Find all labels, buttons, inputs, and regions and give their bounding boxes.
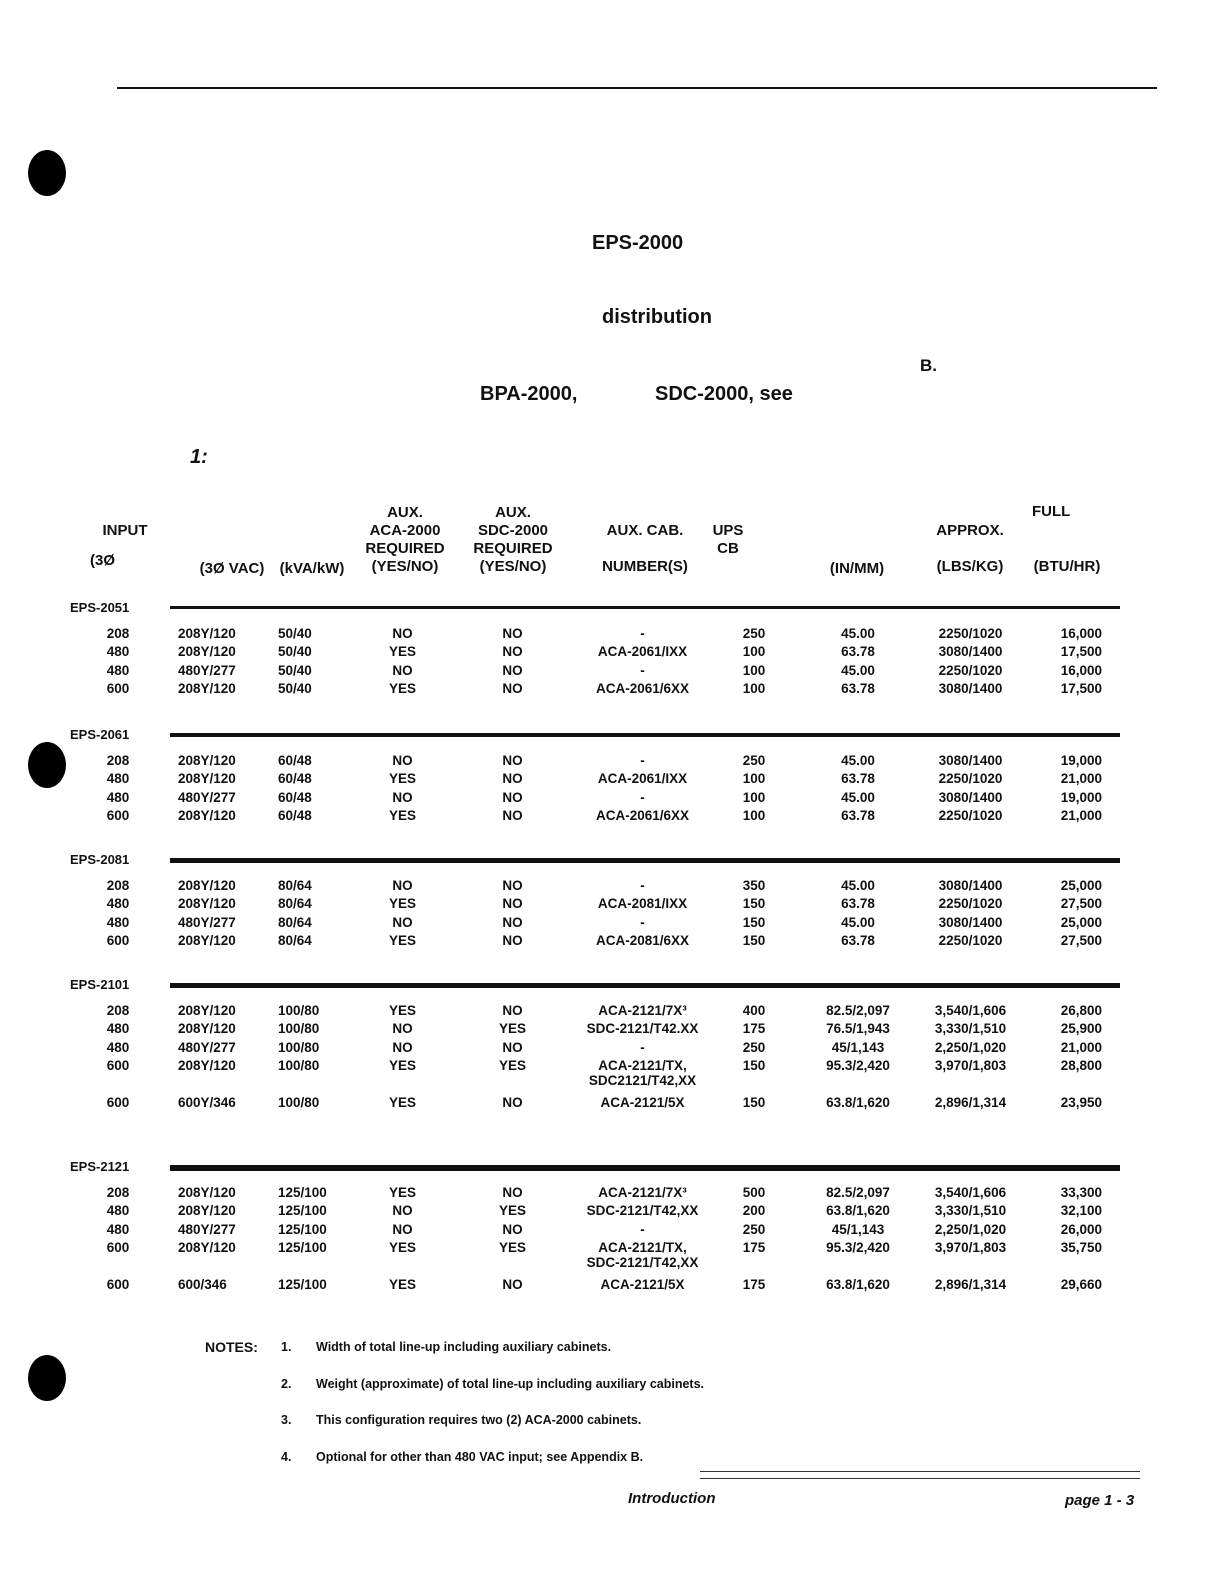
cell-heat-load: 17,500 [1060, 644, 1102, 660]
note-text: Width of total line-up including auxiliary cabinets. [316, 1340, 612, 1354]
cell-rating: 100/80 [278, 1003, 320, 1018]
cell-weight: 3080/1400 [938, 914, 1003, 930]
cell-aux-sdc: NO [502, 1276, 523, 1292]
cell-output-voltage: 208Y/120 [178, 1057, 236, 1073]
cell-aux-cab: ACA-2121/5X [600, 1276, 685, 1292]
cell-output-voltage: 208Y/120 [178, 1239, 236, 1255]
cell-ups-cb: 250 [742, 1221, 766, 1237]
cell-output-voltage: 208Y/120 [178, 680, 236, 696]
cell-output-voltage: 600Y/346 [178, 1094, 236, 1110]
cell-aux-aca: YES [388, 932, 416, 948]
cell-aux-aca: NO [392, 1021, 413, 1037]
cell-heat-load: 28,800 [1060, 1057, 1102, 1073]
header-input: INPUT (3Ø [90, 522, 148, 569]
cell-width: 63.78 [841, 896, 875, 912]
footer-page-number: page 1 - 3 [1065, 1492, 1135, 1509]
cell-aux-cab: - [640, 1221, 645, 1237]
cell-width: 63.78 [841, 680, 875, 696]
cell-weight: 3080/1400 [938, 644, 1003, 660]
cell-aux-aca: YES [388, 1185, 416, 1200]
cell-width: 45.00 [841, 626, 875, 641]
cell-aux-sdc: YES [498, 1057, 526, 1073]
cell-ups-cb: 250 [742, 1039, 766, 1055]
cell-rating: 80/64 [278, 932, 312, 948]
cell-heat-load: 19,000 [1060, 789, 1102, 805]
note-text: Optional for other than 480 VAC input; see Appendix B. [316, 1450, 644, 1464]
cell-aux-aca: YES [388, 680, 416, 696]
cell-heat-load: 23,950 [1060, 1094, 1102, 1110]
cell-width: 63.78 [841, 771, 875, 787]
cell-weight: 3080/1400 [938, 789, 1003, 805]
cell-output-voltage: 208Y/120 [178, 1185, 236, 1200]
cell-aux-sdc: NO [502, 789, 523, 805]
cell-output-voltage: 480Y/277 [178, 914, 236, 930]
cell-aux-cab: SDC-2121/T42.XX [586, 1021, 699, 1037]
notes-label: NOTES: [205, 1339, 258, 1355]
group-model: EPS-2081 [70, 852, 130, 867]
cell-width: 82.5/2,097 [826, 1185, 890, 1200]
header-weight: APPROX. (LBS/KG) [936, 522, 1004, 575]
cell-aux-cab: - [640, 753, 645, 768]
cell-width: 45.00 [841, 789, 875, 805]
cell-heat-load: 33,300 [1060, 1185, 1102, 1200]
cell-aux-cab: ACA-2061/IXX [597, 771, 688, 787]
cell-aux-sdc: NO [502, 807, 523, 823]
cell-aux-aca: NO [392, 753, 413, 768]
cell-width: 95.3/2,420 [826, 1057, 890, 1073]
cell-width: 95.3/2,420 [826, 1239, 890, 1255]
cell-weight: 2250/1020 [938, 626, 1003, 641]
cell-input-voltage: 600 [106, 932, 130, 948]
cell-ups-cb: 150 [742, 1057, 766, 1073]
cell-rating: 125/100 [278, 1203, 327, 1219]
cell-aux-sdc: NO [502, 771, 523, 787]
cell-width: 45.00 [841, 753, 875, 768]
cell-weight: 3,330/1,510 [934, 1203, 1007, 1219]
cell-aux-aca: YES [388, 1003, 416, 1018]
note-number: 2. [281, 1377, 292, 1391]
cell-rating: 125/100 [278, 1239, 327, 1255]
cell-input-voltage: 600 [106, 680, 130, 696]
group-model: EPS-2051 [70, 600, 130, 615]
cell-aux-sdc: NO [502, 878, 523, 893]
cell-width: 45.00 [841, 662, 875, 678]
cell-aux-sdc: NO [502, 626, 523, 641]
cell-ups-cb: 100 [742, 807, 766, 823]
cell-weight: 3080/1400 [938, 753, 1003, 768]
top-rule [117, 87, 1157, 89]
cell-input-voltage: 480 [106, 914, 130, 930]
cell-ups-cb: 175 [742, 1021, 766, 1037]
cell-input-voltage: 480 [106, 644, 130, 660]
cell-weight: 2,250/1,020 [934, 1221, 1007, 1237]
cell-aux-aca: NO [392, 789, 413, 805]
cell-width: 63.8/1,620 [826, 1203, 890, 1219]
cell-rating: 80/64 [278, 914, 312, 930]
cell-aux-aca: NO [392, 878, 413, 893]
cell-ups-cb: 250 [742, 626, 766, 641]
cell-aux-sdc: NO [502, 662, 523, 678]
cell-aux-cab: - [640, 626, 645, 641]
cell-input-voltage: 208 [106, 1185, 130, 1200]
cell-aux-sdc: NO [502, 1003, 523, 1018]
cell-heat-load: 35,750 [1060, 1239, 1102, 1255]
cell-weight: 3080/1400 [938, 680, 1003, 696]
sdc-ref: SDC-2000, see [655, 383, 793, 405]
cell-aux-cab: ACA-2081/6XX [595, 932, 690, 948]
note-number: 4. [281, 1450, 292, 1464]
cell-aux-cab: ACA-2121/7X³ [598, 1003, 687, 1018]
cell-width: 45/1,143 [831, 1221, 885, 1237]
cell-output-voltage: 208Y/120 [178, 1203, 236, 1219]
cell-heat-load: 16,000 [1060, 626, 1102, 641]
cell-rating: 50/40 [278, 662, 312, 678]
cell-aux-sdc: NO [502, 914, 523, 930]
cell-weight: 2,896/1,314 [934, 1276, 1007, 1292]
cell-output-voltage: 600/346 [178, 1276, 227, 1292]
cell-rating: 60/48 [278, 789, 312, 805]
cell-heat-load: 25,000 [1060, 914, 1102, 930]
cell-output-voltage: 208Y/120 [178, 896, 236, 912]
cell-rating: 60/48 [278, 807, 312, 823]
footer-rule-1 [700, 1471, 1140, 1472]
cell-aux-sdc: NO [502, 1185, 523, 1200]
cell-input-voltage: 480 [106, 1021, 130, 1037]
cell-ups-cb: 150 [742, 1094, 766, 1110]
group-rule [170, 858, 1120, 863]
cell-rating: 100/80 [278, 1039, 320, 1055]
cell-output-voltage: 208Y/120 [178, 1003, 236, 1018]
cell-width: 63.78 [841, 644, 875, 660]
note-text: This configuration requires two (2) ACA-2000 cabinets. [316, 1413, 642, 1427]
cell-rating: 100/80 [278, 1094, 320, 1110]
cell-weight: 3,540/1,606 [934, 1185, 1007, 1200]
cell-width: 63.78 [841, 932, 875, 948]
cell-rating: 80/64 [278, 896, 312, 912]
cell-output-voltage: 480Y/277 [178, 1221, 236, 1237]
cell-rating: 60/48 [278, 771, 312, 787]
cell-ups-cb: 100 [742, 662, 766, 678]
punch-hole-bottom [28, 1355, 66, 1401]
cell-ups-cb: 100 [742, 680, 766, 696]
cell-heat-load: 19,000 [1060, 753, 1102, 768]
cell-weight: 3,330/1,510 [934, 1021, 1007, 1037]
cell-input-voltage: 600 [106, 1276, 130, 1292]
cell-aux-aca: YES [388, 1094, 416, 1110]
cell-input-voltage: 600 [106, 1057, 130, 1073]
cell-heat-load: 25,900 [1060, 1021, 1102, 1037]
header-ups-cb: UPS CB [712, 522, 744, 557]
cell-aux-sdc: NO [502, 932, 523, 948]
cell-ups-cb: 100 [742, 644, 766, 660]
cell-output-voltage: 208Y/120 [178, 932, 236, 948]
cell-output-voltage: 480Y/277 [178, 789, 236, 805]
cell-ups-cb: 250 [742, 753, 766, 768]
group-model: EPS-2121 [70, 1159, 130, 1174]
cell-aux-sdc: YES [498, 1021, 526, 1037]
cell-heat-load: 17,500 [1060, 680, 1102, 696]
cell-heat-load: 26,800 [1060, 1003, 1102, 1018]
cell-aux-aca: YES [388, 1057, 416, 1073]
cell-aux-aca: YES [388, 644, 416, 660]
punch-hole-middle [28, 742, 66, 788]
cell-aux-cab: - [640, 914, 645, 930]
cell-output-voltage: 208Y/120 [178, 626, 236, 641]
footer-section: Introduction [628, 1490, 716, 1507]
cell-input-voltage: 480 [106, 789, 130, 805]
cell-aux-cab: ACA-2121/5X [600, 1094, 685, 1110]
note-number: 3. [281, 1413, 292, 1427]
header-aux-cab: AUX. CAB. NUMBER(S) [602, 522, 688, 575]
cell-output-voltage: 208Y/120 [178, 1021, 236, 1037]
table-number: 1: [190, 446, 208, 468]
cell-heat-load: 21,000 [1060, 771, 1102, 787]
cell-width: 63.8/1,620 [826, 1276, 890, 1292]
cell-aux-aca: NO [392, 914, 413, 930]
cell-ups-cb: 350 [742, 878, 766, 893]
cell-heat-load: 27,500 [1060, 896, 1102, 912]
cell-aux-cab: ACA-2121/TX, SDC2121/T42,XX [588, 1057, 697, 1088]
cell-heat-load: 32,100 [1060, 1203, 1102, 1219]
cell-aux-sdc: YES [498, 1239, 526, 1255]
cell-weight: 2250/1020 [938, 932, 1003, 948]
cell-input-voltage: 208 [106, 626, 130, 641]
cell-aux-aca: NO [392, 662, 413, 678]
cell-weight: 2250/1020 [938, 662, 1003, 678]
cell-weight: 2250/1020 [938, 896, 1003, 912]
group-model: EPS-2061 [70, 727, 130, 742]
cell-weight: 3,970/1,803 [934, 1057, 1007, 1073]
cell-weight: 2,250/1,020 [934, 1039, 1007, 1055]
cell-aux-aca: NO [392, 1039, 413, 1055]
cell-aux-cab: ACA-2121/TX, SDC-2121/T42,XX [586, 1239, 699, 1270]
cell-output-voltage: 208Y/120 [178, 644, 236, 660]
cell-heat-load: 27,500 [1060, 932, 1102, 948]
cell-aux-aca: YES [388, 1239, 416, 1255]
cell-width: 63.8/1,620 [826, 1094, 890, 1110]
header-rating: (kVA/kW) [279, 560, 345, 577]
cell-aux-cab: - [640, 1039, 645, 1055]
cell-input-voltage: 480 [106, 1203, 130, 1219]
cell-aux-cab: - [640, 878, 645, 893]
cell-aux-aca: NO [392, 626, 413, 641]
cell-aux-aca: YES [388, 896, 416, 912]
cell-input-voltage: 480 [106, 1221, 130, 1237]
cell-input-voltage: 208 [106, 753, 130, 768]
cell-heat-load: 29,660 [1060, 1276, 1102, 1292]
cell-aux-aca: YES [388, 1276, 416, 1292]
cell-aux-aca: YES [388, 807, 416, 823]
cell-aux-cab: ACA-2121/7X³ [598, 1185, 687, 1200]
header-aux-sdc: AUX. SDC-2000 REQUIRED (YES/NO) [473, 504, 553, 575]
distribution-text: distribution [602, 306, 712, 328]
cell-weight: 3,540/1,606 [934, 1003, 1007, 1018]
cell-weight: 2250/1020 [938, 807, 1003, 823]
cell-aux-sdc: NO [502, 1221, 523, 1237]
cell-input-voltage: 480 [106, 1039, 130, 1055]
cell-heat-load: 21,000 [1060, 1039, 1102, 1055]
cell-rating: 80/64 [278, 878, 312, 893]
cell-aux-sdc: NO [502, 753, 523, 768]
cell-aux-cab: - [640, 662, 645, 678]
cell-output-voltage: 208Y/120 [178, 753, 236, 768]
cell-aux-cab: ACA-2081/IXX [597, 896, 688, 912]
cell-heat-load: 21,000 [1060, 807, 1102, 823]
cell-input-voltage: 480 [106, 662, 130, 678]
cell-aux-cab: ACA-2061/6XX [595, 807, 690, 823]
cell-rating: 125/100 [278, 1221, 327, 1237]
cell-width: 82.5/2,097 [826, 1003, 890, 1018]
cell-width: 45/1,143 [831, 1039, 885, 1055]
cell-rating: 125/100 [278, 1276, 327, 1292]
cell-weight: 3080/1400 [938, 878, 1003, 893]
header-heat: FULL (BTU/HR) [1032, 503, 1101, 575]
cell-aux-sdc: NO [502, 896, 523, 912]
cell-rating: 50/40 [278, 644, 312, 660]
cell-weight: 2250/1020 [938, 771, 1003, 787]
group-rule [170, 606, 1120, 609]
header-width: (IN/MM) [829, 560, 885, 577]
cell-width: 45.00 [841, 878, 875, 893]
cell-heat-load: 26,000 [1060, 1221, 1102, 1237]
cell-output-voltage: 480Y/277 [178, 1039, 236, 1055]
cell-ups-cb: 400 [742, 1003, 766, 1018]
cell-ups-cb: 100 [742, 789, 766, 805]
cell-weight: 3,970/1,803 [934, 1239, 1007, 1255]
cell-ups-cb: 150 [742, 932, 766, 948]
cell-heat-load: 16,000 [1060, 662, 1102, 678]
header-output: (3Ø VAC) [199, 560, 265, 577]
cell-input-voltage: 600 [106, 1239, 130, 1255]
cell-aux-aca: NO [392, 1221, 413, 1237]
header-aux-aca: AUX. ACA-2000 REQUIRED (YES/NO) [365, 504, 445, 575]
cell-rating: 50/40 [278, 626, 312, 641]
cell-ups-cb: 175 [742, 1239, 766, 1255]
cell-aux-aca: YES [388, 771, 416, 787]
cell-aux-cab: ACA-2061/IXX [597, 644, 688, 660]
cell-aux-cab: SDC-2121/T42,XX [586, 1203, 699, 1219]
cell-weight: 2,896/1,314 [934, 1094, 1007, 1110]
cell-aux-aca: NO [392, 1203, 413, 1219]
cell-aux-cab: - [640, 789, 645, 805]
bpa-ref: BPA-2000, [480, 383, 578, 405]
cell-width: 45.00 [841, 914, 875, 930]
appendix-ref: B. [920, 356, 937, 375]
cell-ups-cb: 500 [742, 1185, 766, 1200]
cell-rating: 100/80 [278, 1021, 320, 1037]
cell-rating: 50/40 [278, 680, 312, 696]
cell-width: 63.78 [841, 807, 875, 823]
cell-input-voltage: 208 [106, 1003, 130, 1018]
cell-rating: 125/100 [278, 1185, 327, 1200]
cell-output-voltage: 208Y/120 [178, 807, 236, 823]
cell-input-voltage: 208 [106, 878, 130, 893]
note-number: 1. [281, 1340, 292, 1354]
cell-output-voltage: 208Y/120 [178, 771, 236, 787]
cell-width: 76.5/1,943 [826, 1021, 890, 1037]
cell-input-voltage: 600 [106, 807, 130, 823]
cell-input-voltage: 480 [106, 771, 130, 787]
note-text: Weight (approximate) of total line-up including auxiliary cabinets. [316, 1377, 705, 1391]
cell-aux-sdc: NO [502, 680, 523, 696]
cell-input-voltage: 600 [106, 1094, 130, 1110]
cell-rating: 60/48 [278, 753, 312, 768]
cell-output-voltage: 208Y/120 [178, 878, 236, 893]
group-rule [170, 983, 1120, 988]
cell-ups-cb: 150 [742, 914, 766, 930]
footer-rule-2 [700, 1478, 1140, 1479]
cell-aux-sdc: NO [502, 1094, 523, 1110]
punch-hole-top [28, 150, 66, 196]
group-model: EPS-2101 [70, 977, 130, 992]
cell-rating: 100/80 [278, 1057, 320, 1073]
cell-heat-load: 25,000 [1060, 878, 1102, 893]
cell-aux-sdc: NO [502, 644, 523, 660]
cell-ups-cb: 100 [742, 771, 766, 787]
cell-aux-cab: ACA-2061/6XX [595, 680, 690, 696]
group-rule [170, 733, 1120, 737]
cell-output-voltage: 480Y/277 [178, 662, 236, 678]
cell-input-voltage: 480 [106, 896, 130, 912]
cell-aux-sdc: NO [502, 1039, 523, 1055]
product-name: EPS-2000 [592, 232, 684, 254]
cell-ups-cb: 175 [742, 1276, 766, 1292]
group-rule [170, 1165, 1120, 1171]
cell-ups-cb: 150 [742, 896, 766, 912]
cell-ups-cb: 200 [742, 1203, 766, 1219]
cell-aux-sdc: YES [498, 1203, 526, 1219]
